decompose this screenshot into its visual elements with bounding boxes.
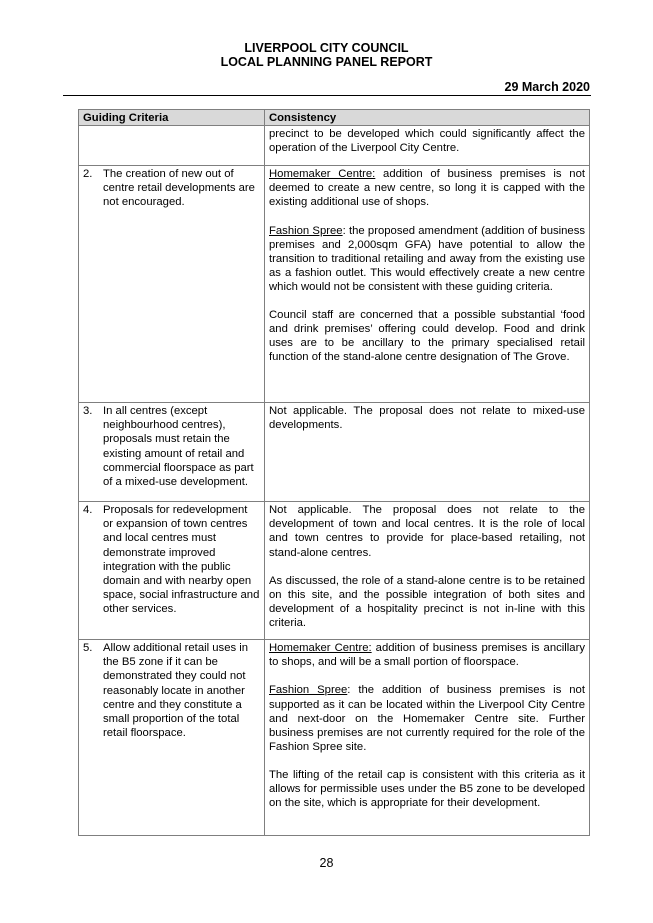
consistency-paragraph: [269, 224, 585, 294]
criteria-text: Allow additional retail uses in the B5 zone if it can be demonstrated they could not reasonably locate in another centre and they constitute a small proportion of the total retail floorspace.: [103, 642, 249, 739]
council-name: LIVERPOOL CITY COUNCIL: [244, 41, 409, 55]
consistency-paragraph: [269, 683, 585, 753]
table-row-continuation: [79, 126, 590, 166]
criteria-text: The creation of new out of centre retail developments are not encouraged.: [103, 168, 255, 209]
criteria-number: 3.: [83, 405, 93, 418]
criteria-text: In all centres (except neighbourhood centres), proposals must retain the existing amount of retail and commercial floorspace as part of a mixed-use development.: [103, 405, 254, 488]
consistency-cell: [265, 166, 590, 403]
consistency-paragraph: [269, 404, 585, 432]
paragraph-text: addition of business premises is ancillary to shops, and will be a small portion of floorspace.: [269, 642, 585, 669]
criteria-number: 4.: [83, 504, 93, 517]
site-label: Fashion Spree: [269, 684, 348, 697]
consistency-cell: [265, 126, 590, 166]
consistency-cell: [265, 403, 590, 502]
consistency-paragraph: [269, 167, 585, 209]
report-title: LOCAL PLANNING PANEL REPORT: [220, 55, 433, 69]
col-header-consistency: Consistency: [265, 110, 590, 126]
criteria-cell-empty: [79, 126, 265, 166]
consistency-paragraph: [269, 768, 585, 810]
consistency-cell: [265, 640, 590, 836]
criteria-number: 2.: [83, 168, 93, 181]
consistency-paragraph: [269, 308, 585, 364]
consistency-paragraph: [269, 574, 585, 630]
paragraph-text: Council staff are concerned that a possible substantial ‘food and drink premises’ offering could develop. Food and drink uses are to be ancillary to the primary specialised retail function of the stand-alone centre designation of The Grove.: [269, 309, 585, 364]
consistency-paragraph: [269, 503, 585, 559]
paragraph-text: : the proposed amendment (addition of business premises and 2,000sqm GFA) have potential to allow the transition to traditional retailing and away from the existing use as a fashion outlet. This would effectively create a new centre which would not be consistent with these guiding criteria.: [269, 224, 586, 293]
paragraph-text: : the addition of business premises is not supported as it can be located within the Liverpool City Centre and next-door on the Homemaker Centre site. Further business premises are not currently required for the role of the Fashion Spree site.: [269, 684, 585, 753]
paragraph-text: The lifting of the retail cap is consistent with this criteria as it allows for permissible uses under the B5 zone to be developed on the site, which is appropriate for their development.: [269, 768, 585, 810]
criteria-cell: [79, 166, 265, 403]
table-row: [79, 166, 590, 403]
criteria-text: Proposals for redevelopment or expansion of town centres and local centres must demonstrate improved integration with the public domain and with nearby open space, social infrastructure and other services.: [103, 504, 260, 615]
page-number: 28: [319, 856, 334, 870]
consistency-cell: [265, 502, 590, 640]
site-label: Homemaker Centre:: [269, 168, 376, 181]
site-label: Homemaker Centre:: [269, 642, 372, 655]
paragraph-text: Not applicable. The proposal does not relate to the development of town and local centres. It is the role of local and town centres to provide for place-based retailing, not stand-alone centres.: [269, 504, 585, 559]
site-label: Fashion Spree: [269, 224, 343, 237]
guiding-criteria-table: [78, 109, 590, 836]
table-row: [79, 502, 590, 640]
report-date: 29 March 2020: [504, 80, 590, 94]
table-row: [79, 640, 590, 836]
paragraph-text: addition of business premises is not deemed to create a new centre, so long it is capped with the existing additional use of shops.: [269, 168, 585, 209]
table-header-row: [79, 110, 590, 126]
consistency-text: precinct to be developed which could significantly affect the operation of the Liverpool City Centre.: [269, 128, 585, 155]
criteria-number: 5.: [83, 642, 93, 655]
col-header-criteria: Guiding Criteria: [79, 110, 265, 126]
paragraph-text: As discussed, the role of a stand-alone centre is to be retained on this site, and the possible integration of both sites and development of a hospitality precinct is not in-line with this criteria.: [269, 574, 585, 629]
table-row: [79, 403, 590, 502]
criteria-cell: [79, 640, 265, 836]
header-rule: [63, 95, 591, 96]
consistency-paragraph: [269, 641, 585, 669]
paragraph-text: Not applicable. The proposal does not relate to mixed-use developments.: [269, 405, 585, 432]
criteria-cell: [79, 403, 265, 502]
criteria-cell: [79, 502, 265, 640]
